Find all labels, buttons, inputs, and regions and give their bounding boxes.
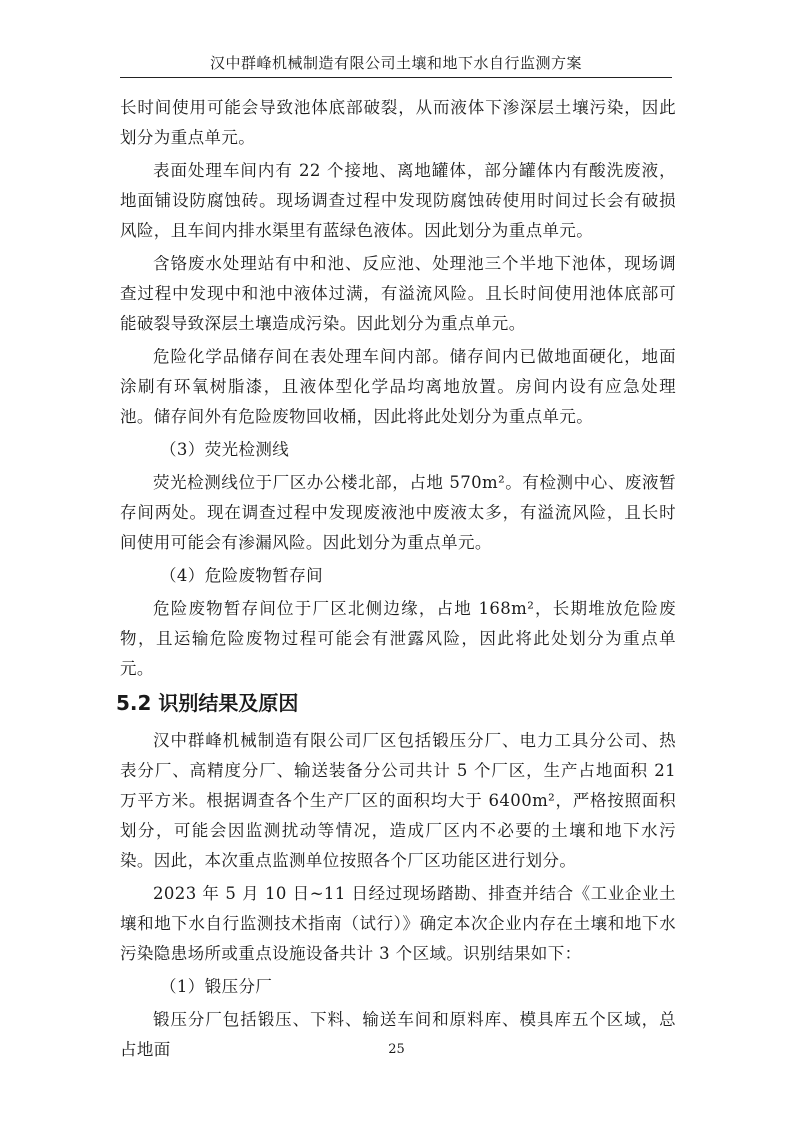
paragraph-chromium-wastewater: 含铬废水处理站有中和池、反应池、处理池三个半地下池体，现场调查过程中发现中和池中液体过满，有溢流风险。且长时间使用池体底部可能破裂导致深层土壤造成污染。因此划分为重点单元。 [120,254,676,333]
subheading-fluorescent-line: （3）荧光检测线 [160,440,290,459]
page-number: 25 [388,1042,405,1057]
section-heading: 5.2 识别结果及原因 [116,691,299,715]
paragraph-hazardous-waste: 危险废物暂存间位于厂区北侧边缘，占地 168m²，长期堆放危险废物，且运输危险废物过程可能会有泄露风险，因此将此处划分为重点单元。 [120,599,676,678]
subheading-hazardous-waste: （4）危险废物暂存间 [160,566,323,585]
paragraph-chemical-storage: 危险化学品储存间在表处理车间内部。储存间内已做地面硬化，地面涂刷有环氧树脂漆，且液体型化学品均离地放置。房间内设有应急处理池。储存间外有危险废物回收桶，因此将此处划分为重点单元。 [120,347,676,426]
paragraph-forging-plant: 锻压分厂包括锻压、下料、输送车间和原料库、模具库五个区域，总占地面 [120,1010,676,1059]
paragraph-surface-treatment: 表面处理车间内有 22 个接地、离地罐体，部分罐体内有酸洗废液，地面铺设防腐蚀砖。现场调查过程中发现防腐蚀砖使用时间过长会有破损风险，且车间内排水渠里有蓝绿色液体。因此划分为重点单元。 [120,161,676,240]
running-header: 汉中群峰机械制造有限公司土壤和地下水自行监测方案 [120,52,672,78]
page-body [116,93,676,1068]
paragraph-plant-overview: 汉中群峰机械制造有限公司厂区包括锻压分厂、电力工具分公司、热表分厂、高精度分厂、输送装备分公司共计 5 个厂区，生产占地面积 21 万平方米。根据调查各个生产厂区的面积均大于 6400m²，严格按照面积划分，可能会因监测扰动等情况，造成厂区内不必要的土壤和地下水污染。因此，本次重点监测单位按照各个厂区功能区进行划分。 [120,731,676,870]
paragraph-fluorescent-line: 荧光检测线位于厂区办公楼北部，占地 570m²。有检测中心、废液暂存间两处。现在调查过程中发现废液池中废液太多，有溢流风险，且长时间使用可能会有渗漏风险。因此划分为重点单元。 [120,473,676,552]
paragraph-continued: 长时间使用可能会导致池体底部破裂，从而液体下渗深层土壤污染，因此划分为重点单元。 [120,98,676,147]
subheading-forging-plant: （1）锻压分厂 [160,977,273,996]
paragraph-identification: 2023 年 5 月 10 日~11 日经过现场踏勘、排查并结合《工业企业土壤和地下水自行监测技术指南（试行）》确定本次企业内存在土壤和地下水污染隐患场所或重点设施设备共计 3 个区域。识别结果如下： [120,884,676,963]
